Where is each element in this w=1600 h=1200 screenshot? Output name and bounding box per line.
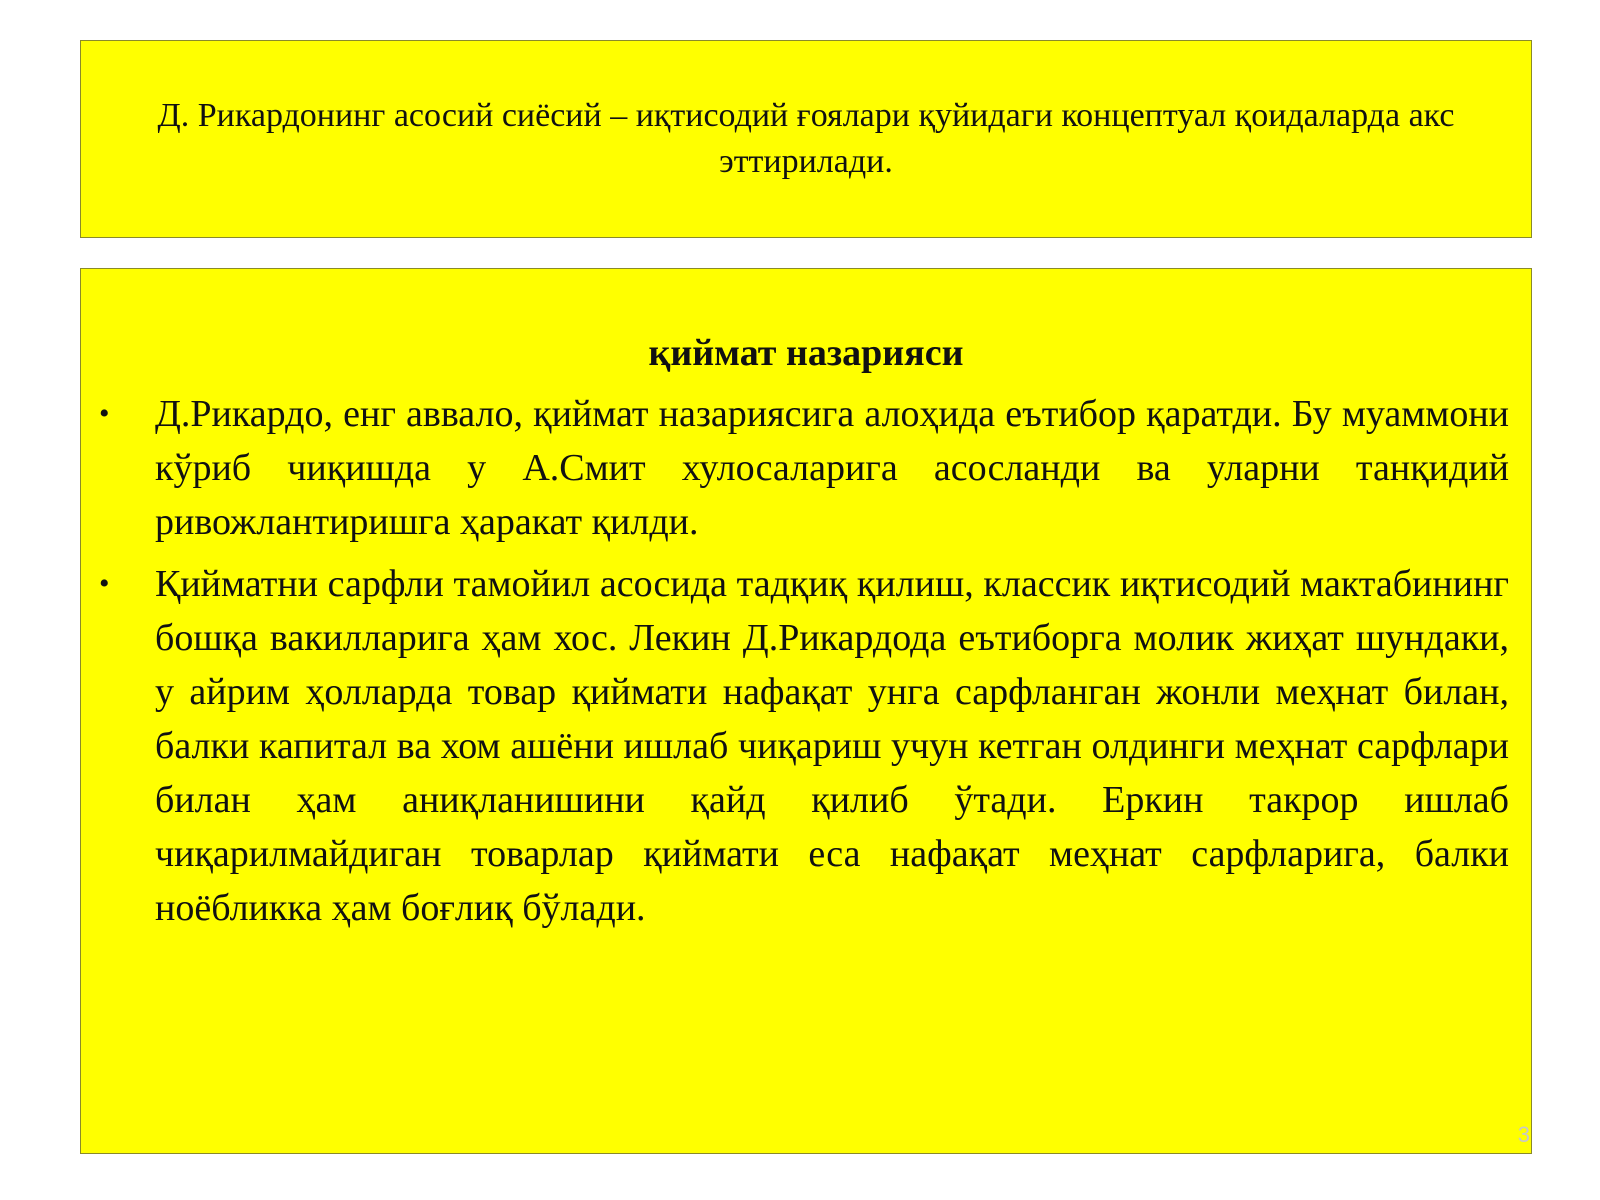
bullet-list bbox=[99, 387, 1509, 943]
bullet-marker: • bbox=[99, 397, 110, 430]
content-heading: қиймат назарияси bbox=[648, 332, 964, 374]
content-box bbox=[80, 268, 1532, 1154]
bullet-text: Қийматни сарфли тамойил асосида тадқиқ қилиш, классик иқтисодий мактабининг бошқа вакилларига ҳам хос. Лекин Д.Рикардода еътиборга молик жиҳат шундаки, у айрим ҳолларда товар қиймати нафақат унга сарфланган жонли меҳнат билан, балки капитал ва хом ашёни ишлаб чиқариш учун кетган олдинги меҳнат сарфлари билан ҳам аниқланишини қайд қилиб ўтади. Еркин такрор ишлаб чиқарилмайдиган товарлар қиймати еса нафақат меҳнат сарфларига, балки ноёбликка ҳам боғлиқ бўлади. bbox=[155, 563, 1509, 929]
page-number: 3 bbox=[1517, 1122, 1530, 1147]
bullet-item bbox=[99, 557, 1509, 935]
bullet-item bbox=[99, 387, 1509, 549]
title-box bbox=[80, 40, 1532, 238]
bullet-marker: • bbox=[99, 567, 110, 600]
bullet-text: Д.Рикардо, енг аввало, қиймат назариясига алоҳида еътибор қаратди. Бу муаммони кўриб чиқишда у А.Смит хулосаларига асосланди ва уларни танқидий ривожлантиришга ҳаракат қилди. bbox=[155, 393, 1509, 543]
slide-title: Д. Рикардонинг асосий сиёсий – иқтисодий ғоялари қуйидаги концептуал қоидаларда акс эттирилади. bbox=[157, 97, 1455, 180]
